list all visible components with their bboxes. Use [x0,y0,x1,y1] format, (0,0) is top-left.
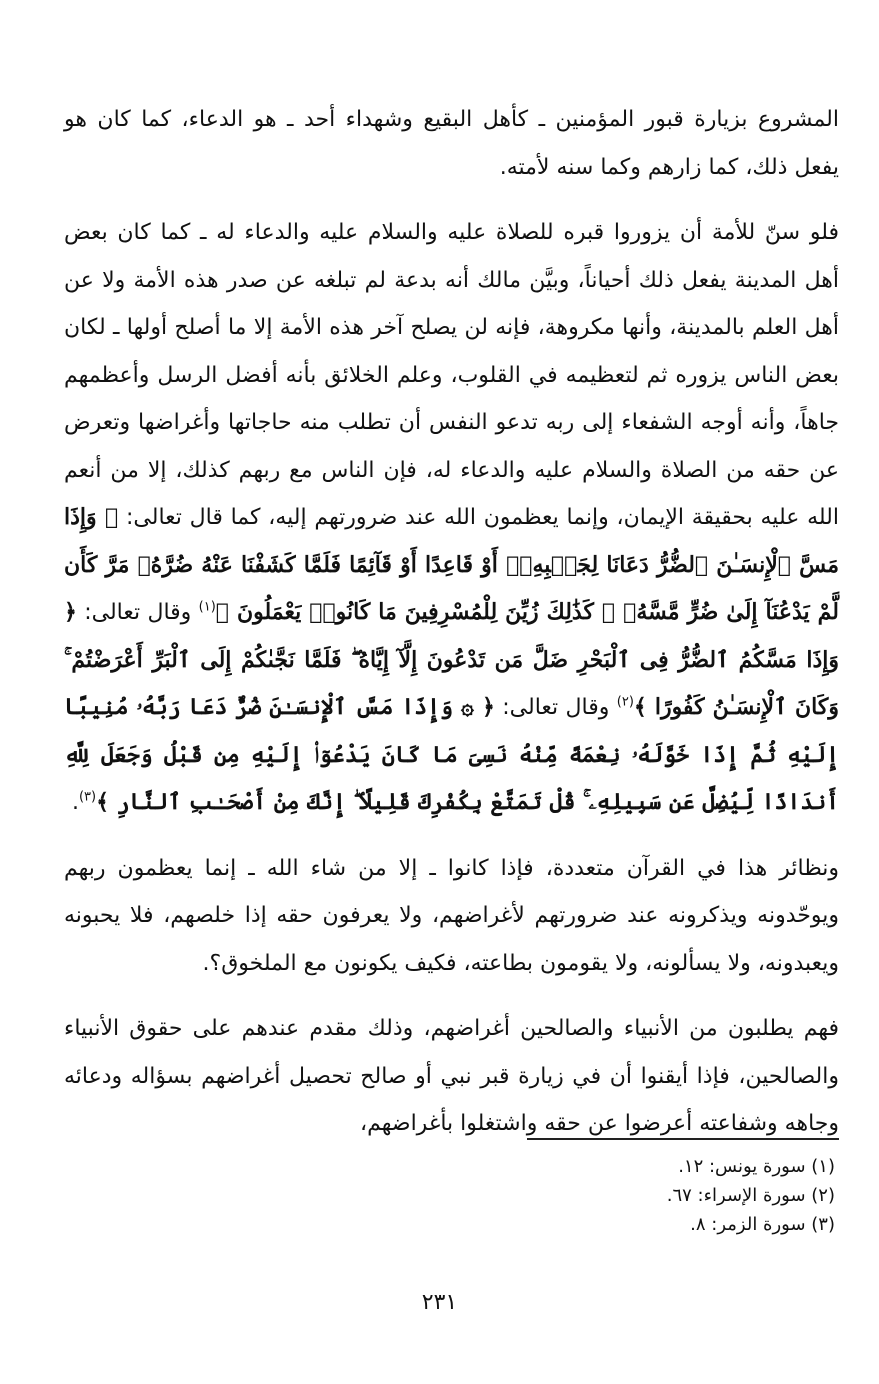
paragraph-3: ونظائر هذا في القرآن متعددة، فإذا كانوا ـ إلا من شاء الله ـ إنما يعظمون ربهم ويوحّدونه ويذكرونه عند ضرورتهم لأغراضهم، ولا يعرفون حقه إذا خلصهم، فلا يحبونه ويعبدونه، ولا يسألونه، ولا يقومون بطاعته، فكيف يكونون مع الملخوق؟. [64,855,839,976]
footnote-separator [527,1138,839,1140]
footnote-3: (٣) سورة الزمر: ٨. [690,1214,835,1235]
quran-verse-1: ﴿ وَإِذَا مَسَّ ٱلْإِنسَـٰنَ ٱلضُّرُّ دَعَانَا لِجَنۢبِهِۦٓ أَوْ قَاعِدًا أَوْ قَآئِمًا فَلَمَّا كَشَفْنَا عَنْهُ ضُرَّهُۥ مَرَّ كَأَن لَّمْ يَدْعُنَآ إِلَىٰ ضُرٍّ مَّسَّهُۥ ۚ كَذَٰلِكَ زُيِّنَ لِلْمُسْرِفِينَ مَا كَانُوا۟ يَعْمَلُونَ ﴾ [64,504,839,625]
footnote-ref-1: (١) [198,599,216,615]
paragraph-2 [64,209,839,827]
footnote-ref-3: (٣) [78,789,97,805]
paragraph-2-connector-1: وقال تعالى: [84,600,192,625]
footnote-2: (٢) سورة الإسراء: ٦٧. [666,1185,835,1206]
page-number: ٢٣١ [421,1290,458,1315]
footnote-1: (١) سورة يونس: ١٢. [678,1156,835,1177]
main-text [64,96,839,1148]
quran-verse-2: ﴿ وَإِذَا مَسَّكُمُ ٱلضُّرُّ فِى ٱلْبَحْرِ ضَلَّ مَن تَدْعُونَ إِلَّآ إِيَّاهُ ۖ فَلَمَّا نَجَّىٰكُمْ إِلَى ٱلْبَرِّ أَعْرَضْتُمْ ۚ وَكَانَ ٱلْإِنسَـٰنُ كَفُورًا ﴾ [64,599,839,720]
paragraph-2-end: . [71,790,79,815]
quran-verse-3: ﴿ ۞ وَإِذَا مَسَّ ٱلْإِنسَـٰنَ ضُرٌّ دَعَا رَبَّهُۥ مُنِيبًا إِلَيْهِ ثُمَّ إِذَا خَوَّلَهُۥ نِعْمَةً مِّنْهُ نَسِىَ مَا كَانَ يَدْعُوٓا۟ إِلَيْهِ مِن قَبْلُ وَجَعَلَ لِلَّهِ أَندَادًا لِّيُضِلَّ عَن سَبِيلِهِۦ ۚ قُلْ تَمَتَّعْ بِكُفْرِكَ قَلِيلًا ۖ إِنَّكَ مِنْ أَصْحَـٰبِ ٱلنَّارِ ﴾ [64,694,839,815]
paragraph-2-text: فلو سنّ للأمة أن يزوروا قبره للصلاة عليه والسلام عليه والدعاء له ـ كما كان بعض أهل المدينة يفعل ذلك أحياناً، وبيَّن مالك أنه بدعة لم تبلغه عن صدر هذه الأمة ولا عن أهل العلم بالمدينة، وأنها مكروهة، فإنه لن يصلح آخر هذه الأمة إلا ما أصلح أولها ـ لكان بعض الناس يزوره ثم لتعظيمه في القلوب، وعلم الخلائق بأنه أفضل الرسل وأعظمهم جاهاً، وأنه أوجه الشفعاء إلى ربه تدعو النفس أن تطلب منه حاجاتها وأغراضها وتعرض عن حقه من الصلاة والسلام عليه والدعاء له، فإن الناس مع ربهم كذلك، إلا من أنعم الله عليه بحقيقة الإيمان، وإنما يعظمون الله عند ضرورتهم إليه، كما قال تعالى: [64,220,839,530]
paragraph-1: المشروع بزيارة قبور المؤمنين ـ كأهل البقيع وشهداء أحد ـ هو الدعاء، كما كان هو يفعل ذلك، كما زارهم وكما سنه لأمته. [64,107,839,180]
paragraph-4: فهم يطلبون من الأنبياء والصالحين أغراضهم، وذلك مقدم عندهم على حقوق الأنبياء والصالحين، فإذا أيقنوا أن في زيارة قبر نبي أو صالح تحصيل أغراضهم بسؤاله ودعائه وجاهه وشفاعته أعرضوا عن حقه واشتغلوا بأغراضهم، [64,1016,839,1136]
footnotes [667,1152,835,1239]
paragraph-2-connector-2: وقال تعالى: [502,695,610,720]
footnote-ref-2: (٢) [616,694,634,710]
